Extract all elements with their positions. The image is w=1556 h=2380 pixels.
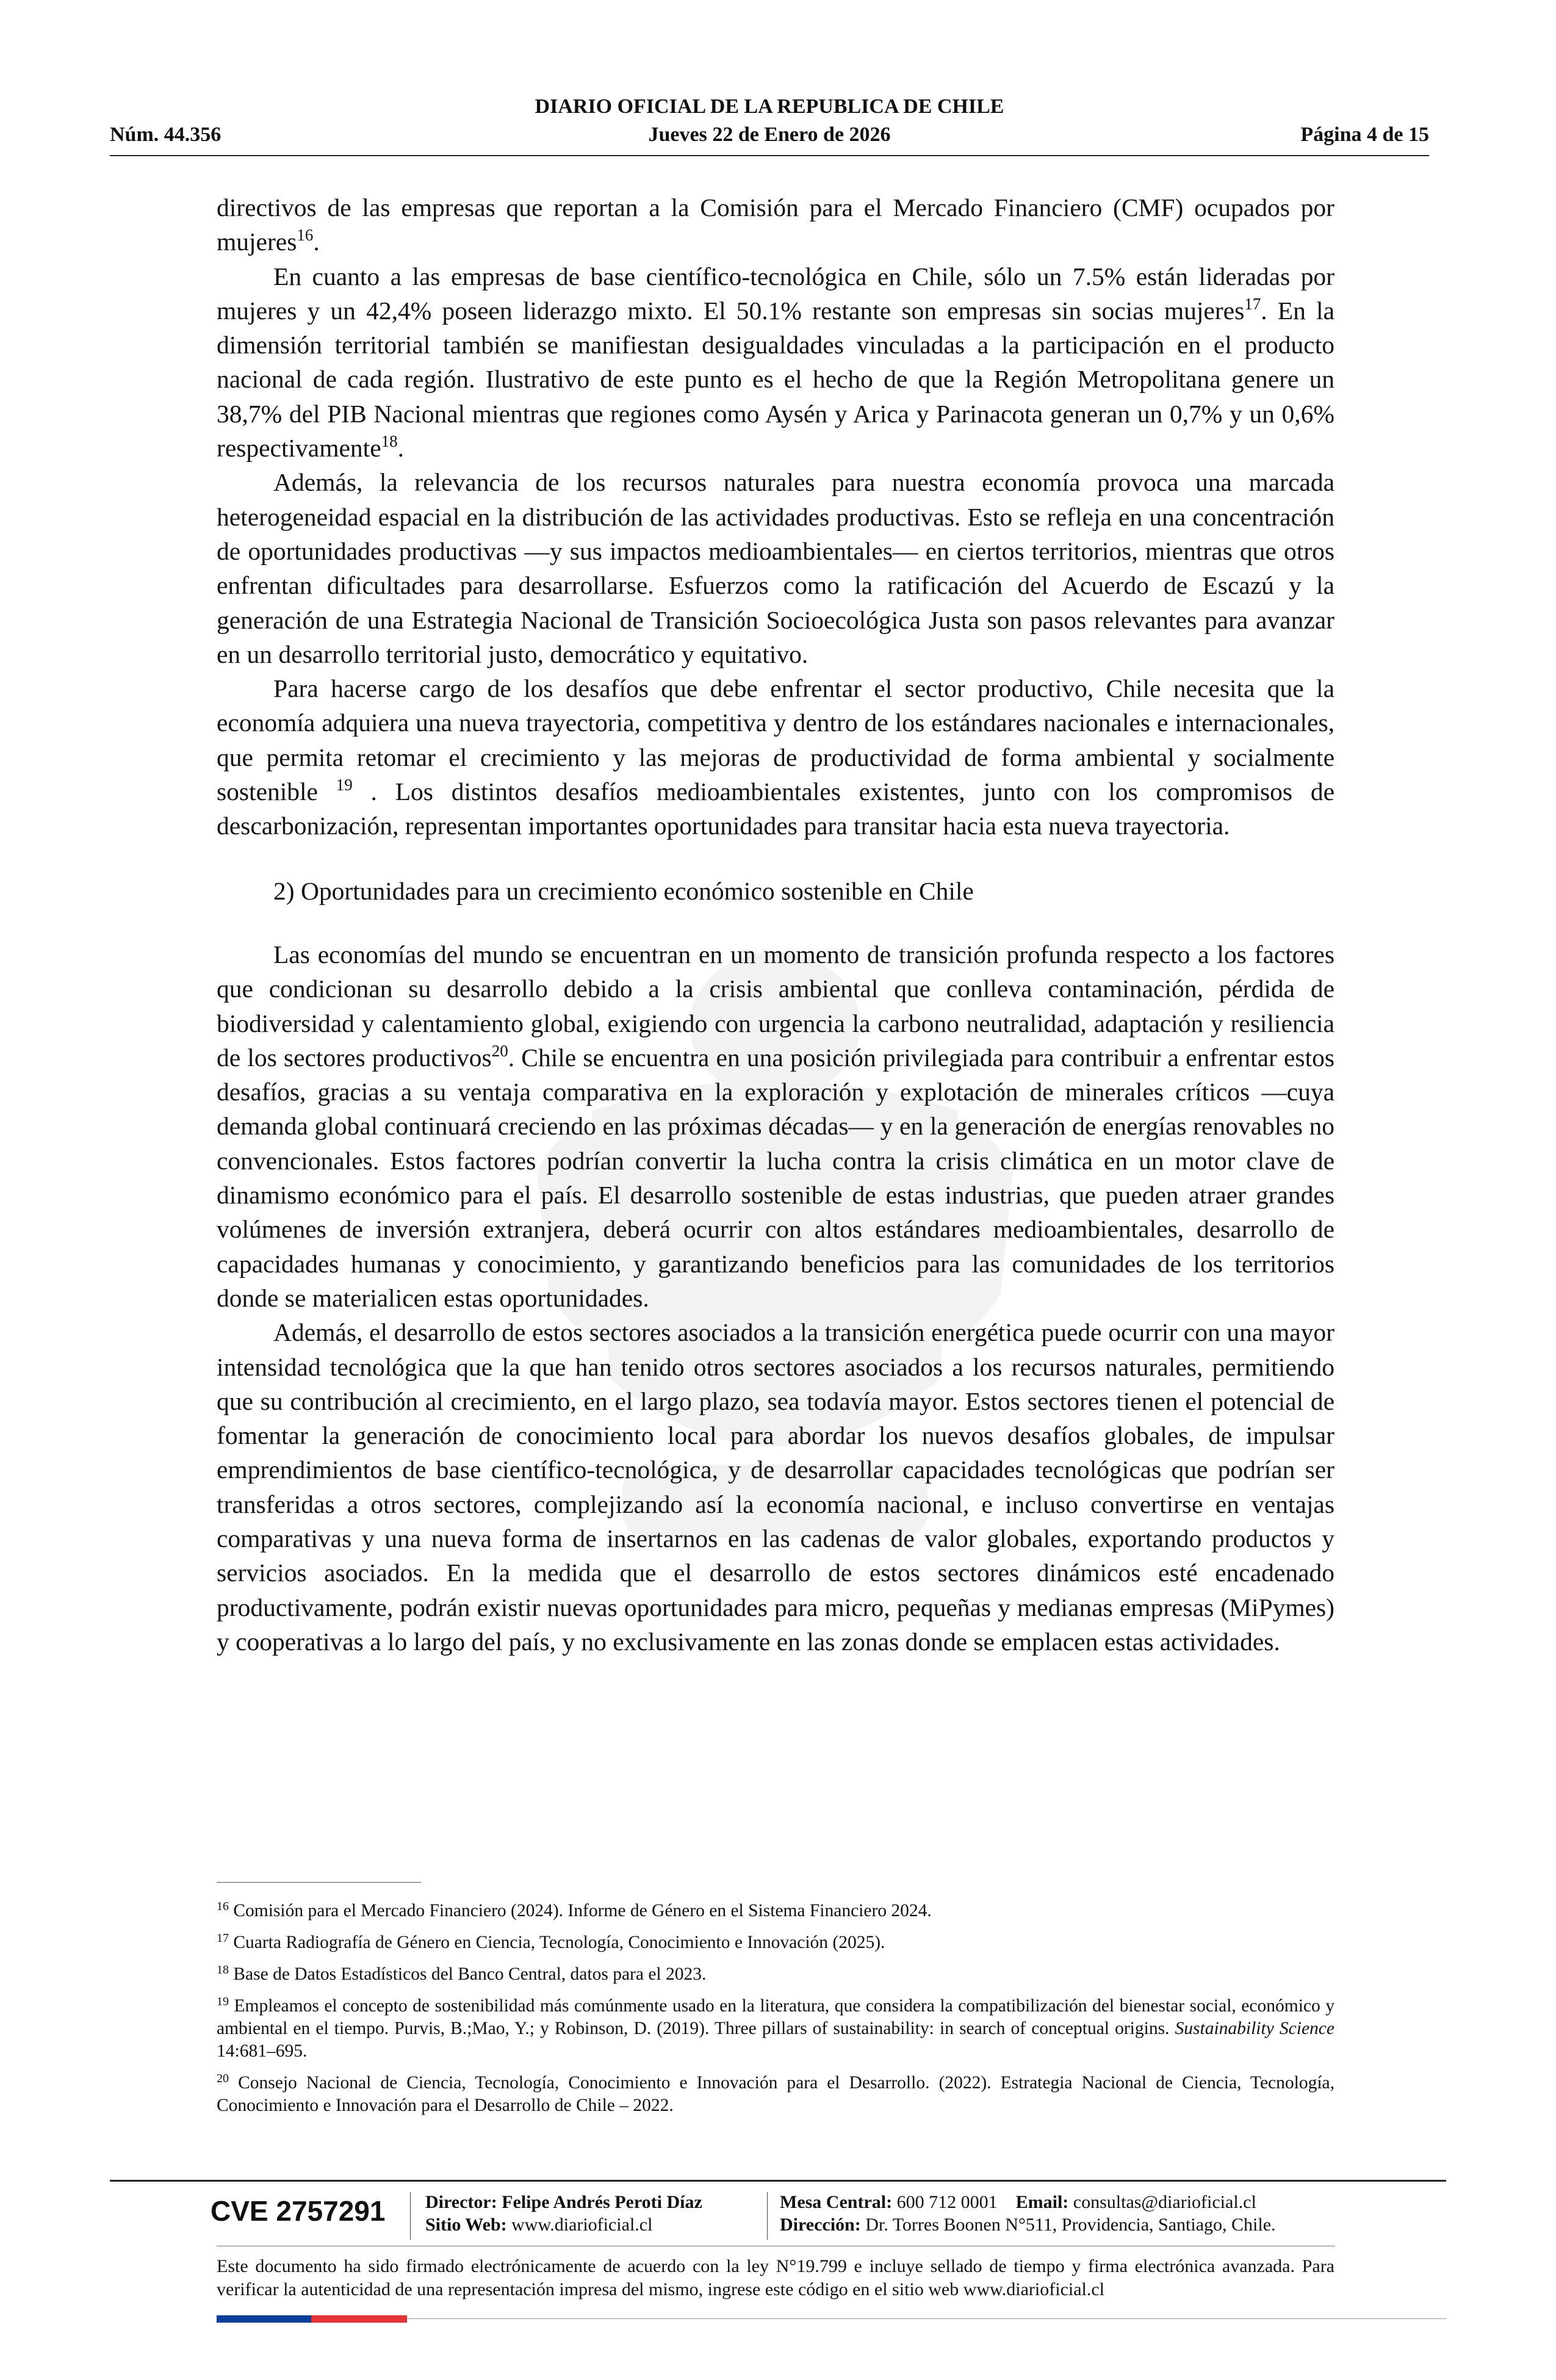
- paragraph: [217, 671, 1334, 843]
- address-text: Dr. Torres Boonen N°511, Providencia, Santiago, Chile.: [865, 2215, 1276, 2235]
- phone-label: Mesa Central:: [780, 2192, 893, 2212]
- text-run: En cuanto a las empresas de base científico-tecnológica en Chile, sólo un 7.5% están lideradas por mujeres y un 42,4% poseen liderazgo mixto. El 50.1% restante son empresas sin socias mujeres: [217, 262, 1334, 325]
- website-label: Sitio Web:: [425, 2215, 507, 2235]
- footnote-text: Cuarta Radiografía de Género en Ciencia, Tecnología, Conocimiento e Innovación (2025).: [233, 1933, 885, 1952]
- footnote-number: 16: [217, 1900, 229, 1913]
- footnote-text: 14:681–695.: [217, 2041, 308, 2061]
- text-run: .: [313, 228, 320, 256]
- main-text: [217, 190, 1334, 1659]
- text-run: directivos de las empresas que reportan a la Comisión para el Mercado Financiero (CMF) ocupados por mujeres: [217, 193, 1334, 256]
- footnote-ref: 17: [1244, 294, 1261, 313]
- paragraph: [217, 259, 1334, 466]
- footnote-number: 20: [217, 2072, 229, 2085]
- text-run: Para hacerse cargo de los desafíos que debe enfrentar el sector productivo, Chile necesita que la economía adquiera una nueva trayectoria, competitiva y dentro de los estándares nacionales e internacionales, que permita retomar el crecimiento y las mejoras de productividad de forma ambiental y socialmente sostenible: [217, 674, 1334, 806]
- footer-director-column: [425, 2191, 702, 2236]
- footnote-ref: 16: [297, 226, 314, 245]
- footnote-text: Consejo Nacional de Ciencia, Tecnología, Conocimiento e Innovación para el Desarrollo. (2022). Estrategia Nacional de Ciencia, Tecnología, Conocimiento e Innovación para el Desarrollo de Chile – 2022.: [217, 2073, 1334, 2115]
- phone-number: 600 712 0001: [896, 2192, 998, 2212]
- section-heading: 2) Oportunidades para un crecimiento económico sostenible en Chile: [273, 876, 974, 905]
- cve-code: CVE 2757291: [211, 2195, 386, 2227]
- footer-info: [110, 2187, 1446, 2242]
- footnote: [217, 2072, 1334, 2117]
- legal-notice: Este documento ha sido firmado electrónicamente de acuerdo con la ley N°19.799 e incluye sellado de tiempo y firma electrónica avanzada. Para verificar la autenticidad de una representación impresa del mismo, ingrese este código en el sitio web www.diarioficial.cl: [217, 2256, 1334, 2299]
- text-run: Las economías del mundo se encuentran en un momento de transición profunda respecto a los factores que condicionan su desarrollo debido a la crisis ambiental que conlleva contaminación, pérdida de biodiversidad y calentamiento global, exigiendo con urgencia la carbono neutralidad, adaptación y resiliencia de los sectores productivos: [217, 940, 1334, 1072]
- flag-color-bar: [217, 2315, 407, 2323]
- footer-contact-column: [780, 2191, 1276, 2236]
- text-run: .: [397, 434, 404, 463]
- issue-number: Núm. 44.356: [110, 123, 222, 146]
- footnote-text: Empleamos el concepto de sostenibilidad más comúnmente usado en la literatura, que considera la compatibilización del bienestar social, económico y ambiental en el tiempo. Purvis, B.;Mao, Y.; y Robinson, D. (2019). Three pillars of sustainability: in search of conceptual origins.: [217, 1996, 1335, 2038]
- text-run: . Los distintos desafíos medioambientales existentes, junto con los compromisos de descarbonización, representan importantes oportunidades para transitar hacia esta nueva trayectoria.: [217, 777, 1335, 840]
- footer-divider: [110, 2180, 1446, 2182]
- director-label: Director:: [425, 2192, 497, 2212]
- footnote-ref: 19: [336, 776, 353, 795]
- email-label: Email:: [1015, 2192, 1069, 2212]
- text-run: . Chile se encuentra en una posición privilegiada para contribuir a enfrentar estos desafíos, gracias a su ventaja comparativa en la exploración y explotación de minerales críticos —cuya demanda global continuará creciendo en las próximas décadas— y en la generación de energías renovables no convencionales. Estos factores podrían convertir la lucha contra la crisis climática en un motor clave de dinamismo económico para el país. El desarrollo sostenible de estas industrias, que pueden atraer grandes volúmenes de inversión extranjera, deberá ocurrir con altos estándares medioambientales, desarrollo de capacidades humanas y conocimiento, y garantizando beneficios para las comunidades de los territorios donde se materialicen estas oportunidades.: [217, 1043, 1334, 1312]
- journal-name: Sustainability Science: [1175, 2019, 1334, 2038]
- text-run: . En la dimensión territorial también se manifiestan desigualdades vinculadas a la participación en el producto nacional de cada región. Ilustrativo de este punto es el hecho de que la Región Metropolitana genere un 38,7% del PIB Nacional mientras que regiones como Aysén y Arica y Parinacota generan un 0,7% y un 0,6% respectivamente: [217, 296, 1334, 463]
- footnote: [217, 1900, 1334, 1922]
- footnote-ref: 20: [491, 1041, 508, 1060]
- footnote-number: 18: [217, 1963, 229, 1977]
- footnote-text: Comisión para el Mercado Financiero (2024). Informe de Género en el Sistema Financiero 2024.: [233, 1901, 932, 1920]
- footnote-ref: 18: [381, 432, 398, 451]
- footnote-number: 19: [217, 1995, 229, 2008]
- blue-stripe: [217, 2315, 311, 2323]
- paragraph: Además, la relevancia de los recursos naturales para nuestra economía provoca una marcada heterogeneidad espacial en la distribución de las actividades productivas. Esto se refleja en una concentración de oportunidades productivas —y sus impactos medioambientales— en ciertos territorios, mientras que otros enfrentan dificultades para desarrollarse. Esfuerzos como la ratificación del Acuerdo de Escazú y la generación de una Estrategia Nacional de Transición Socioecológica Justa son pasos relevantes para avanzar en un desarrollo territorial justo, democrático y equitativo.: [217, 468, 1334, 668]
- website-link[interactable]: www.diarioficial.cl: [511, 2215, 653, 2235]
- director-name: Felipe Andrés Peroti Díaz: [502, 2192, 702, 2212]
- bottom-divider: [407, 2318, 1446, 2319]
- vertical-divider: [767, 2192, 768, 2240]
- footnote: [217, 1931, 1334, 1954]
- footnote: [217, 1963, 1334, 1986]
- page-header: [110, 92, 1429, 153]
- footnote-number: 17: [217, 1931, 229, 1945]
- paragraph: [217, 190, 1334, 259]
- footnote-text: Base de Datos Estadísticos del Banco Central, datos para el 2023.: [233, 1964, 707, 1984]
- footnotes: [217, 1900, 1334, 2126]
- paragraph: [217, 937, 1334, 1315]
- footnote: [217, 1995, 1334, 2063]
- red-stripe: [311, 2315, 407, 2323]
- newspaper-title: DIARIO OFICIAL DE LA REPUBLICA DE CHILE: [535, 95, 1004, 118]
- footnote-divider: [217, 1882, 421, 1883]
- issue-date: Jueves 22 de Enero de 2026: [648, 123, 891, 146]
- page-number: Página 4 de 15: [1300, 123, 1429, 146]
- vertical-divider: [410, 2192, 411, 2240]
- paragraph: Además, el desarrollo de estos sectores asociados a la transición energética puede ocurrir con una mayor intensidad tecnológica que la que han tenido otros sectores asociados a los recursos naturales, permitiendo que su contribución al crecimiento, en el largo plazo, sea todavía mayor. Estos sectores tienen el potencial de fomentar la generación de conocimiento local para abordar los nuevos desafíos globales, de impulsar emprendimientos de base científico-tecnológica, y de desarrollar capacidades tecnológicas que podrían ser transferidas a otros sectores, complejizando así la economía nacional, e incluso convertirse en ventajas comparativas y una nueva forma de insertarnos en las cadenas de valor globales, exportando productos y servicios asociados. En la medida que el desarrollo de estos sectores dinámicos esté encadenado productivamente, podrán existir nuevas oportunidades para micro, pequeñas y medianas empresas (MiPymes) y cooperativas a lo largo del país, y no exclusivamente en las zonas donde se emplacen estas actividades.: [217, 1318, 1334, 1656]
- email-link[interactable]: consultas@diarioficial.cl: [1073, 2192, 1256, 2212]
- address-label: Dirección:: [780, 2215, 861, 2235]
- header-divider: [110, 155, 1429, 156]
